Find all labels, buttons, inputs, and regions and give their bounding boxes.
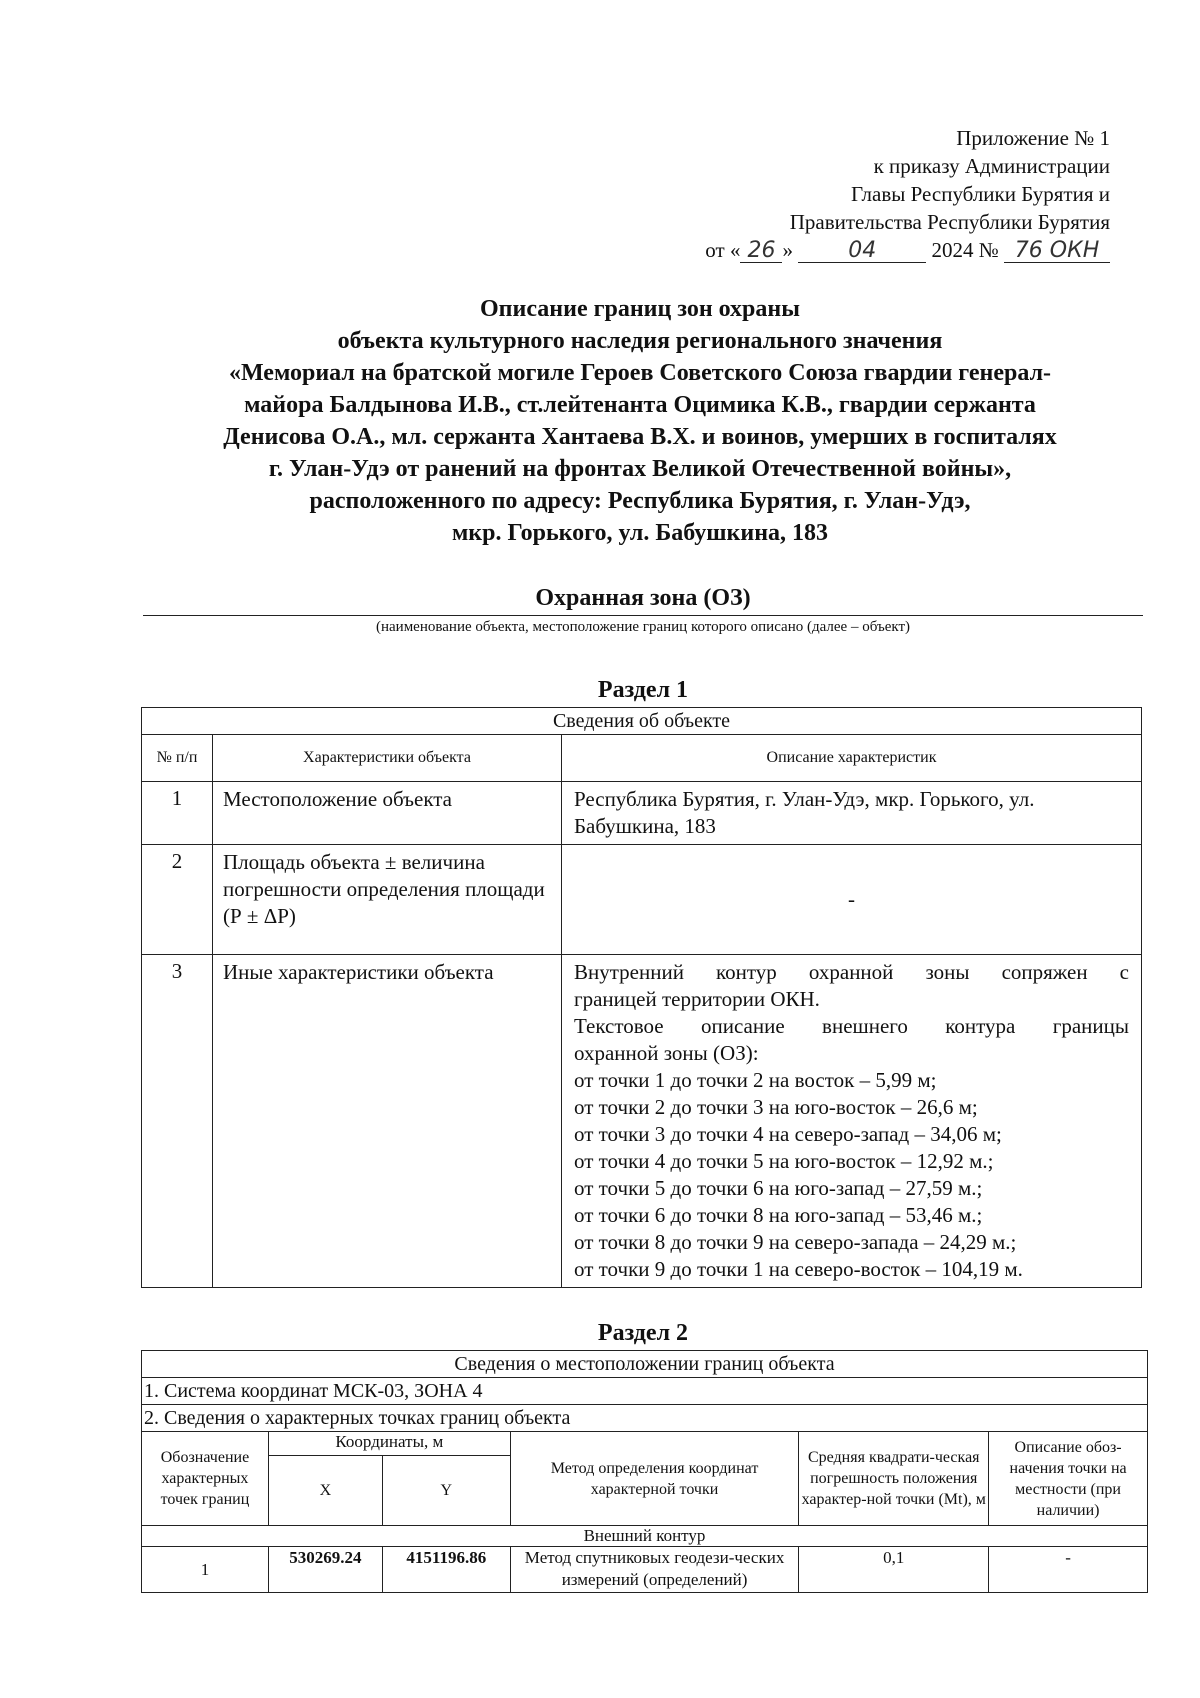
description-line: от точки 5 до точки 6 на юго-запад – 27,59 м.; [574,1176,983,1200]
boundary-points-table [141,1350,1148,1593]
column-header-characteristic: Характеристики объекта [213,735,562,782]
description-line: от точки 6 до точки 8 на юго-запад – 53,46 м.; [574,1203,983,1227]
point-marking: - [989,1547,1148,1593]
point-number: 1 [142,1547,269,1593]
description-line: от точки 3 до точки 4 на северо-запад – 34,06 м; [574,1122,1002,1146]
point-method: Метод спутниковых геодези-ческих измерений (определений) [510,1547,799,1593]
column-header-designation: Обозначение характерных точек границ [142,1432,269,1526]
row-description: - [562,845,1142,955]
object-info-table [141,707,1142,1288]
title-line: «Мемориал на братской могиле Героев Советского Союза гвардии генерал- [228,360,1052,386]
description-line: Внутренний контур охранной зоны сопряжен с [574,960,1129,984]
table-row [142,845,1142,955]
contour-label: Внешний контур [142,1526,1148,1547]
title-line: майора Балдынова И.В., ст.лейтенанта Оцимика К.В., гвардии сержанта [244,392,1036,418]
row-characteristic: Площадь объекта ± величина погрешности определения площади (Р ± ΔР) [213,845,562,955]
date-year: 2024 № [931,238,999,262]
column-header-method: Метод определения координат характерной точки [510,1432,799,1526]
appendix-date-line [705,236,1110,264]
table-caption: Сведения об объекте [142,708,1142,735]
appendix-line-4: Правительства Республики Бурятия [789,210,1110,234]
description-line: от точки 8 до точки 9 на северо-запада – 24,29 м.; [574,1230,1017,1254]
row-number: 1 [142,782,213,845]
appendix-line-2: к приказу Администрации [873,154,1110,178]
column-header-y: Y [382,1456,510,1526]
date-mid: » [782,238,793,262]
row-number: 3 [142,955,213,1288]
coordinate-system: 1. Система координат МСК-03, ЗОНА 4 [142,1378,1148,1405]
point-error: 0,1 [799,1547,989,1593]
point-y: 4151196.86 [382,1547,510,1593]
description-line: от точки 9 до точки 1 на северо-восток – 104,19 м. [574,1257,1023,1281]
column-header-marking: Описание обоз-начения точки на местности (при наличии) [989,1432,1148,1526]
description-line: от точки 1 до точки 2 на восток – 5,99 м; [574,1068,937,1092]
title-line: г. Улан-Удэ от ранений на фронтах Великой Отечественной войны», [268,456,1012,482]
zone-name: Охранная зона (ОЗ) [143,583,1143,616]
section-2-title: Раздел 2 [597,1320,689,1346]
title-line: расположенного по адресу: Республика Бурятия, г. Улан-Удэ, [309,488,971,514]
description-line: Текстовое описание внешнего контура границы [574,1014,1129,1038]
section-1-title: Раздел 1 [597,677,689,703]
zone-note: (наименование объекта, местоположение границ которого описано (далее – объект) [375,619,911,635]
title-line: Описание границ зон охраны [480,296,800,322]
title-line: Денисова О.А., мл. сержанта Хантаева В.Х. и воинов, умерших в госпиталях [223,424,1057,450]
description-line: от точки 2 до точки 3 на юго-восток – 26,6 м; [574,1095,978,1119]
point-x: 530269.24 [268,1547,382,1593]
title-line: объекта культурного наследия регионального значения [337,328,943,354]
row-number: 2 [142,845,213,955]
title-line: мкр. Горького, ул. Бабушкина, 183 [451,520,829,546]
column-header-number: № п/п [142,735,213,782]
column-header-error: Средняя квадрати-ческая погрешность положения характер-ной точки (Mt), м [799,1432,989,1526]
row-characteristic: Местоположение объекта [213,782,562,845]
row-description [562,955,1142,1288]
table-row [142,1547,1148,1593]
zone-heading [143,583,1143,637]
description-line: охранной зоны (ОЗ): [574,1041,759,1065]
document-title [130,293,1150,549]
column-header-x: X [268,1456,382,1526]
appendix-header [705,124,1110,264]
table-row [142,782,1142,845]
table-row [142,955,1142,1288]
description-line: от точки 4 до точки 5 на юго-восток – 12,92 м.; [574,1149,994,1173]
points-caption: 2. Сведения о характерных точках границ объекта [142,1405,1148,1432]
order-number: 76 ОКН [1004,240,1110,263]
description-line: границей территории ОКН. [574,987,820,1011]
date-month: 04 [798,240,926,263]
column-header-description: Описание характеристик [562,735,1142,782]
appendix-line-1: Приложение № 1 [956,126,1110,150]
row-characteristic: Иные характеристики объекта [213,955,562,1288]
column-header-coords: Координаты, м [268,1432,510,1456]
appendix-line-3: Главы Республики Бурятия и [851,182,1110,206]
table-caption: Сведения о местоположении границ объекта [142,1351,1148,1378]
date-day: 26 [740,240,782,263]
date-prefix: от « [705,238,741,262]
row-description: Республика Бурятия, г. Улан-Удэ, мкр. Горького, ул. Бабушкина, 183 [562,782,1142,845]
